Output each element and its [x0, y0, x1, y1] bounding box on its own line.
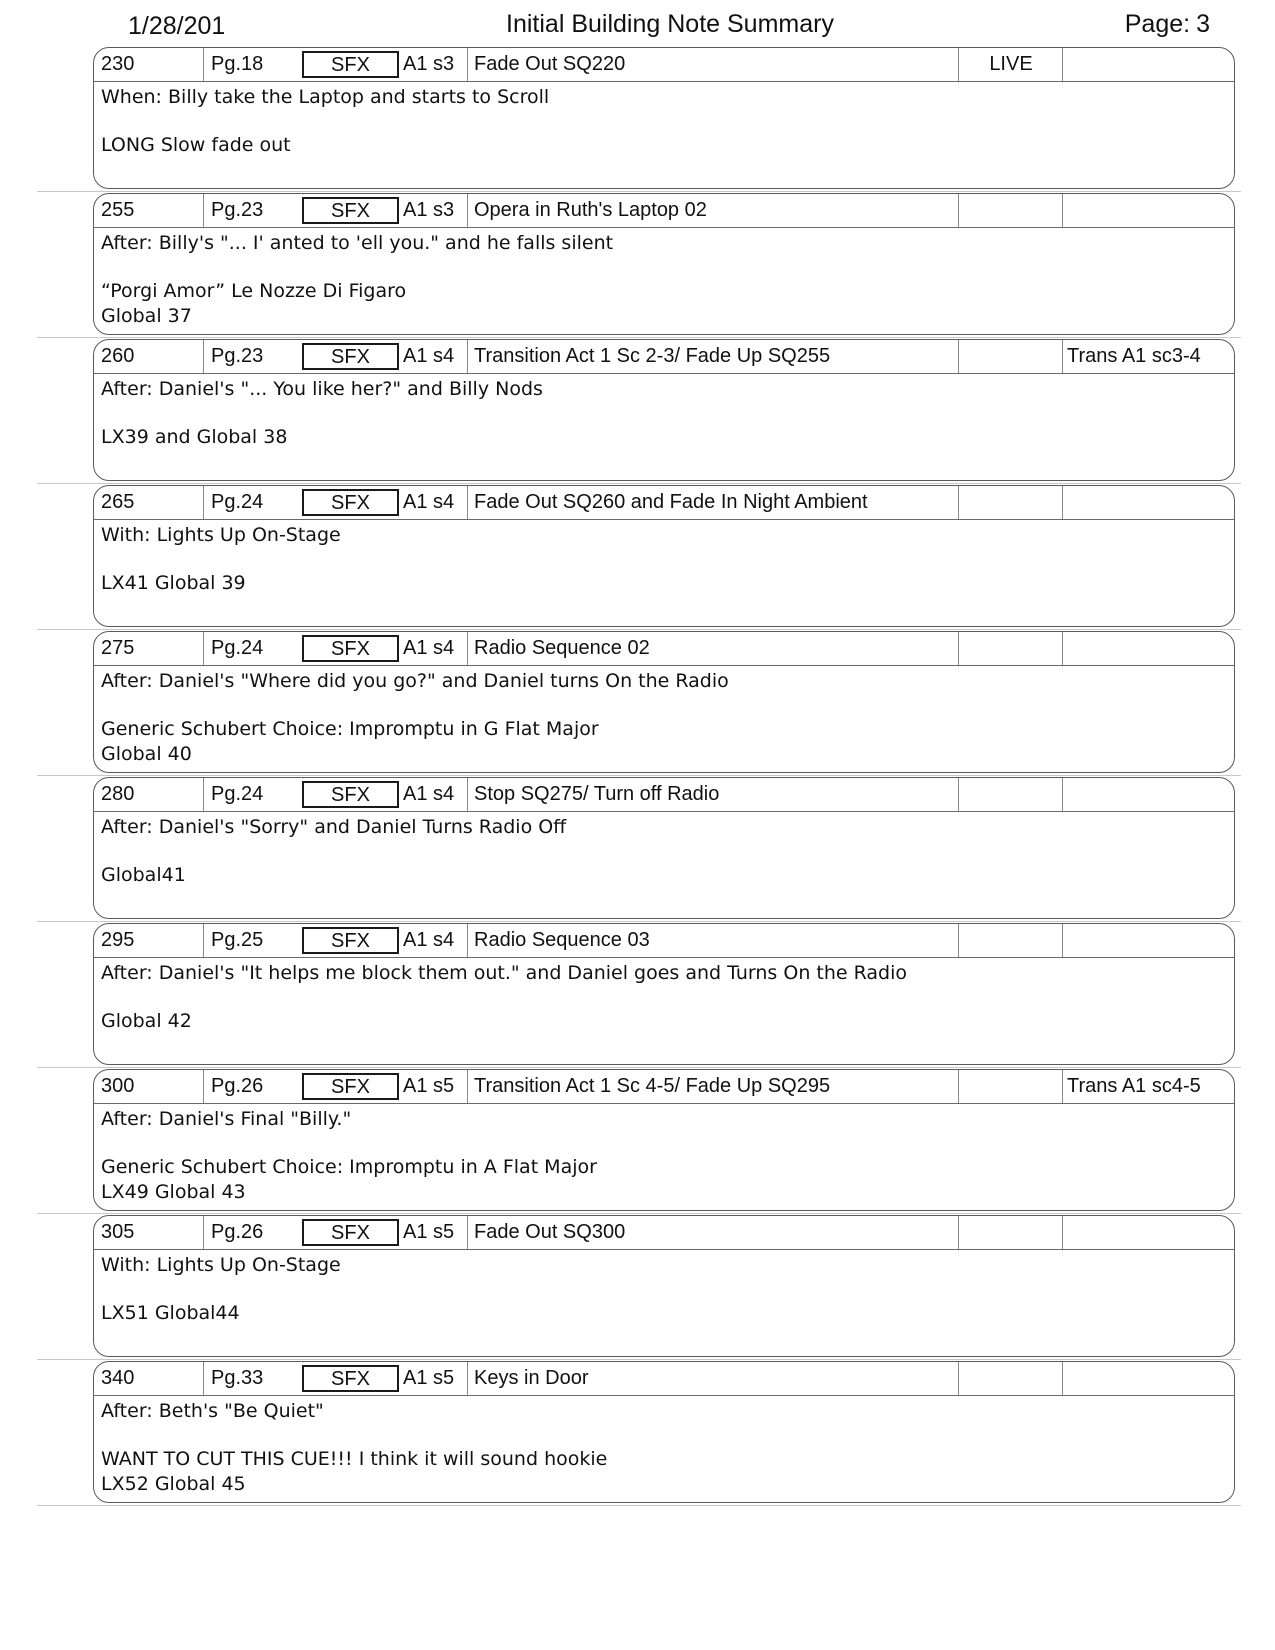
cue-script-page: Pg.25: [211, 929, 264, 951]
cue-note: Trans A1 sc4-5: [1067, 1075, 1201, 1097]
cue-record: [0, 1069, 1275, 1215]
cue-flag: [960, 1216, 1063, 1249]
cue-record: [0, 631, 1275, 777]
cue-header-row: [94, 1070, 1234, 1104]
cue-record: [0, 1215, 1275, 1361]
cue-detail-line: [101, 158, 1221, 183]
cue-flag: LIVE: [960, 48, 1063, 81]
cue-header-row: [94, 48, 1234, 82]
cue-record: [0, 777, 1275, 923]
cue-record: [0, 923, 1275, 1069]
cue-number: 295: [94, 924, 204, 957]
cue-divider: [37, 1067, 1241, 1068]
cue-script-page: Pg.24: [211, 491, 264, 513]
cue-trigger: With: Lights Up On-Stage: [101, 524, 341, 546]
cue-act-scene: A1 s3: [400, 48, 468, 81]
cue-trigger: After: Daniel's "... You like her?" and Billy Nods: [101, 378, 543, 400]
cue-detail-line: WANT TO CUT THIS CUE!!! I think it will sound hookie: [101, 1448, 608, 1470]
cue-script-page: Pg.23: [211, 199, 264, 221]
cue-number: 300: [94, 1070, 204, 1103]
cue-divider: [37, 483, 1241, 484]
cue-divider: [37, 1359, 1241, 1360]
cue-trigger: After: Billy's "... I' anted to 'ell you." and he falls silent: [101, 232, 614, 254]
cue-card[interactable]: [93, 923, 1235, 1065]
cue-flag: [960, 486, 1063, 519]
cue-header-row: [94, 340, 1234, 374]
cue-type-badge: SFX: [302, 927, 399, 954]
cue-script-page: Pg.24: [211, 637, 264, 659]
cue-description: Fade Out SQ220: [469, 48, 959, 81]
cue-act-scene: A1 s5: [400, 1362, 468, 1395]
cue-act-scene: A1 s4: [400, 632, 468, 665]
cue-description: Stop SQ275/ Turn off Radio: [469, 778, 959, 811]
cue-act-scene: A1 s5: [400, 1070, 468, 1103]
cue-type-badge: SFX: [302, 781, 399, 808]
cue-detail-line: Generic Schubert Choice: Impromptu in A Flat Major: [101, 1156, 597, 1178]
cue-act-scene: A1 s4: [400, 486, 468, 519]
cue-detail-line: Global 37: [101, 305, 192, 327]
cue-act-scene: A1 s4: [400, 924, 468, 957]
cue-note: [1064, 486, 1235, 519]
cue-trigger: After: Daniel's "Sorry" and Daniel Turns Radio Off: [101, 816, 567, 838]
cue-note: [1064, 1216, 1235, 1249]
page-label: Page:: [1124, 10, 1191, 38]
cue-divider: [37, 191, 1241, 192]
cue-card[interactable]: [93, 1069, 1235, 1211]
cue-act-scene: A1 s5: [400, 1216, 468, 1249]
cue-description: Radio Sequence 03: [469, 924, 959, 957]
cue-number: 275: [94, 632, 204, 665]
cue-flag: [960, 1362, 1063, 1395]
cue-number: 230: [94, 48, 204, 81]
cue-description: Radio Sequence 02: [469, 632, 959, 665]
page-number: 3: [1196, 10, 1210, 38]
cue-detail-line: [101, 596, 1221, 621]
cue-card[interactable]: [93, 1361, 1235, 1503]
cue-card[interactable]: [93, 193, 1235, 335]
cue-note: [1064, 632, 1235, 665]
cue-divider: [37, 1213, 1241, 1214]
cue-card[interactable]: [93, 485, 1235, 627]
cue-number: 305: [94, 1216, 204, 1249]
cue-description: Keys in Door: [469, 1362, 959, 1395]
cue-description: Fade Out SQ260 and Fade In Night Ambient: [469, 486, 959, 519]
cue-body: [101, 1399, 1221, 1497]
cue-note: Trans A1 sc3-4: [1067, 345, 1201, 367]
cue-record: [0, 339, 1275, 485]
cue-body: [101, 1253, 1221, 1351]
cue-header-row: [94, 924, 1234, 958]
cue-detail-line: [101, 888, 1221, 913]
report-date: 1/28/201: [128, 12, 226, 40]
cue-detail-line: LX41 Global 39: [101, 572, 246, 594]
cue-detail-line: Generic Schubert Choice: Impromptu in G Flat Major: [101, 718, 599, 740]
cue-trigger: After: Beth's "Be Quiet": [101, 1400, 324, 1422]
cue-trigger: After: Daniel's Final "Billy.": [101, 1108, 352, 1130]
cue-script-page: Pg.26: [211, 1221, 264, 1243]
cue-note: [1064, 1362, 1235, 1395]
cue-card[interactable]: [93, 1215, 1235, 1357]
cue-description: Transition Act 1 Sc 2-3/ Fade Up SQ255: [469, 340, 959, 373]
cue-trigger: When: Billy take the Laptop and starts to Scroll: [101, 86, 550, 108]
cue-header-row: [94, 194, 1234, 228]
cue-type-badge: SFX: [302, 1219, 399, 1246]
cue-flag: [960, 1070, 1063, 1103]
page-indicator: [1070, 10, 1210, 39]
report-title: Initial Building Note Summary: [506, 10, 834, 38]
cue-card[interactable]: [93, 47, 1235, 189]
cue-type-badge: SFX: [302, 489, 399, 516]
cue-body: [101, 377, 1221, 475]
cue-body: [101, 669, 1221, 767]
cue-record: [0, 47, 1275, 193]
cue-body: [101, 815, 1221, 913]
cue-divider: [37, 921, 1241, 922]
cue-header-row: [94, 632, 1234, 666]
cue-detail-line: LX52 Global 45: [101, 1473, 246, 1495]
cue-number: 340: [94, 1362, 204, 1395]
cue-card[interactable]: [93, 631, 1235, 773]
cue-type-badge: SFX: [302, 197, 399, 224]
cue-flag: [960, 924, 1063, 957]
cue-detail-line: LX51 Global44: [101, 1302, 240, 1324]
cue-card[interactable]: [93, 339, 1235, 481]
cue-header-row: [94, 1216, 1234, 1250]
cue-detail-line: LX49 Global 43: [101, 1181, 246, 1203]
cue-divider: [37, 775, 1241, 776]
cue-trigger: After: Daniel's "Where did you go?" and Daniel turns On the Radio: [101, 670, 729, 692]
cue-detail-line: Global41: [101, 864, 186, 886]
cue-script-page: Pg.24: [211, 783, 264, 805]
cue-body: [101, 523, 1221, 621]
cue-act-scene: A1 s4: [400, 778, 468, 811]
cue-record: [0, 1361, 1275, 1507]
cue-header-row: [94, 778, 1234, 812]
cue-divider: [37, 337, 1241, 338]
cue-record: [0, 485, 1275, 631]
cue-header-row: [94, 1362, 1234, 1396]
cue-detail-line: [101, 450, 1221, 475]
cue-body: [101, 85, 1221, 183]
cue-number: 265: [94, 486, 204, 519]
cue-flag: [960, 340, 1063, 373]
cue-trigger: After: Daniel's "It helps me block them out." and Daniel goes and Turns On the Radio: [101, 962, 908, 984]
cue-description: Transition Act 1 Sc 4-5/ Fade Up SQ295: [469, 1070, 959, 1103]
cue-detail-line: LX39 and Global 38: [101, 426, 288, 448]
cue-trigger: With: Lights Up On-Stage: [101, 1254, 341, 1276]
cue-script-page: Pg.23: [211, 345, 264, 367]
cue-description: Opera in Ruth's Laptop 02: [469, 194, 959, 227]
page-header: [0, 0, 1275, 48]
cue-act-scene: A1 s4: [400, 340, 468, 373]
cue-number: 260: [94, 340, 204, 373]
cue-number: 280: [94, 778, 204, 811]
cue-type-badge: SFX: [302, 51, 399, 78]
cue-record: [0, 193, 1275, 339]
cue-body: [101, 961, 1221, 1059]
cue-note: [1064, 194, 1235, 227]
cue-detail-line: LONG Slow fade out: [101, 134, 291, 156]
cue-type-badge: SFX: [302, 1365, 399, 1392]
cue-detail-line: “Porgi Amor” Le Nozze Di Figaro: [101, 280, 407, 302]
cue-script-page: Pg.26: [211, 1075, 264, 1097]
cue-body: [101, 1107, 1221, 1205]
cue-type-badge: SFX: [302, 343, 399, 370]
cue-detail-line: Global 40: [101, 743, 192, 765]
cue-flag: [960, 632, 1063, 665]
cue-script-page: Pg.33: [211, 1367, 264, 1389]
cue-card[interactable]: [93, 777, 1235, 919]
cue-script-page: Pg.18: [211, 53, 264, 75]
cue-number: 255: [94, 194, 204, 227]
cue-type-badge: SFX: [302, 1073, 399, 1100]
cue-description: Fade Out SQ300: [469, 1216, 959, 1249]
cue-detail-line: [101, 1034, 1221, 1059]
cue-detail-line: Global 42: [101, 1010, 192, 1032]
cue-note: [1064, 48, 1235, 81]
cue-header-row: [94, 486, 1234, 520]
cue-note: [1064, 924, 1235, 957]
cue-flag: [960, 194, 1063, 227]
cue-flag: [960, 778, 1063, 811]
cue-detail-line: [101, 1326, 1221, 1351]
cue-divider: [37, 1505, 1241, 1506]
cue-type-badge: SFX: [302, 635, 399, 662]
cue-list: [0, 47, 1275, 1507]
cue-note: [1064, 778, 1235, 811]
cue-body: [101, 231, 1221, 329]
cue-divider: [37, 629, 1241, 630]
cue-act-scene: A1 s3: [400, 194, 468, 227]
